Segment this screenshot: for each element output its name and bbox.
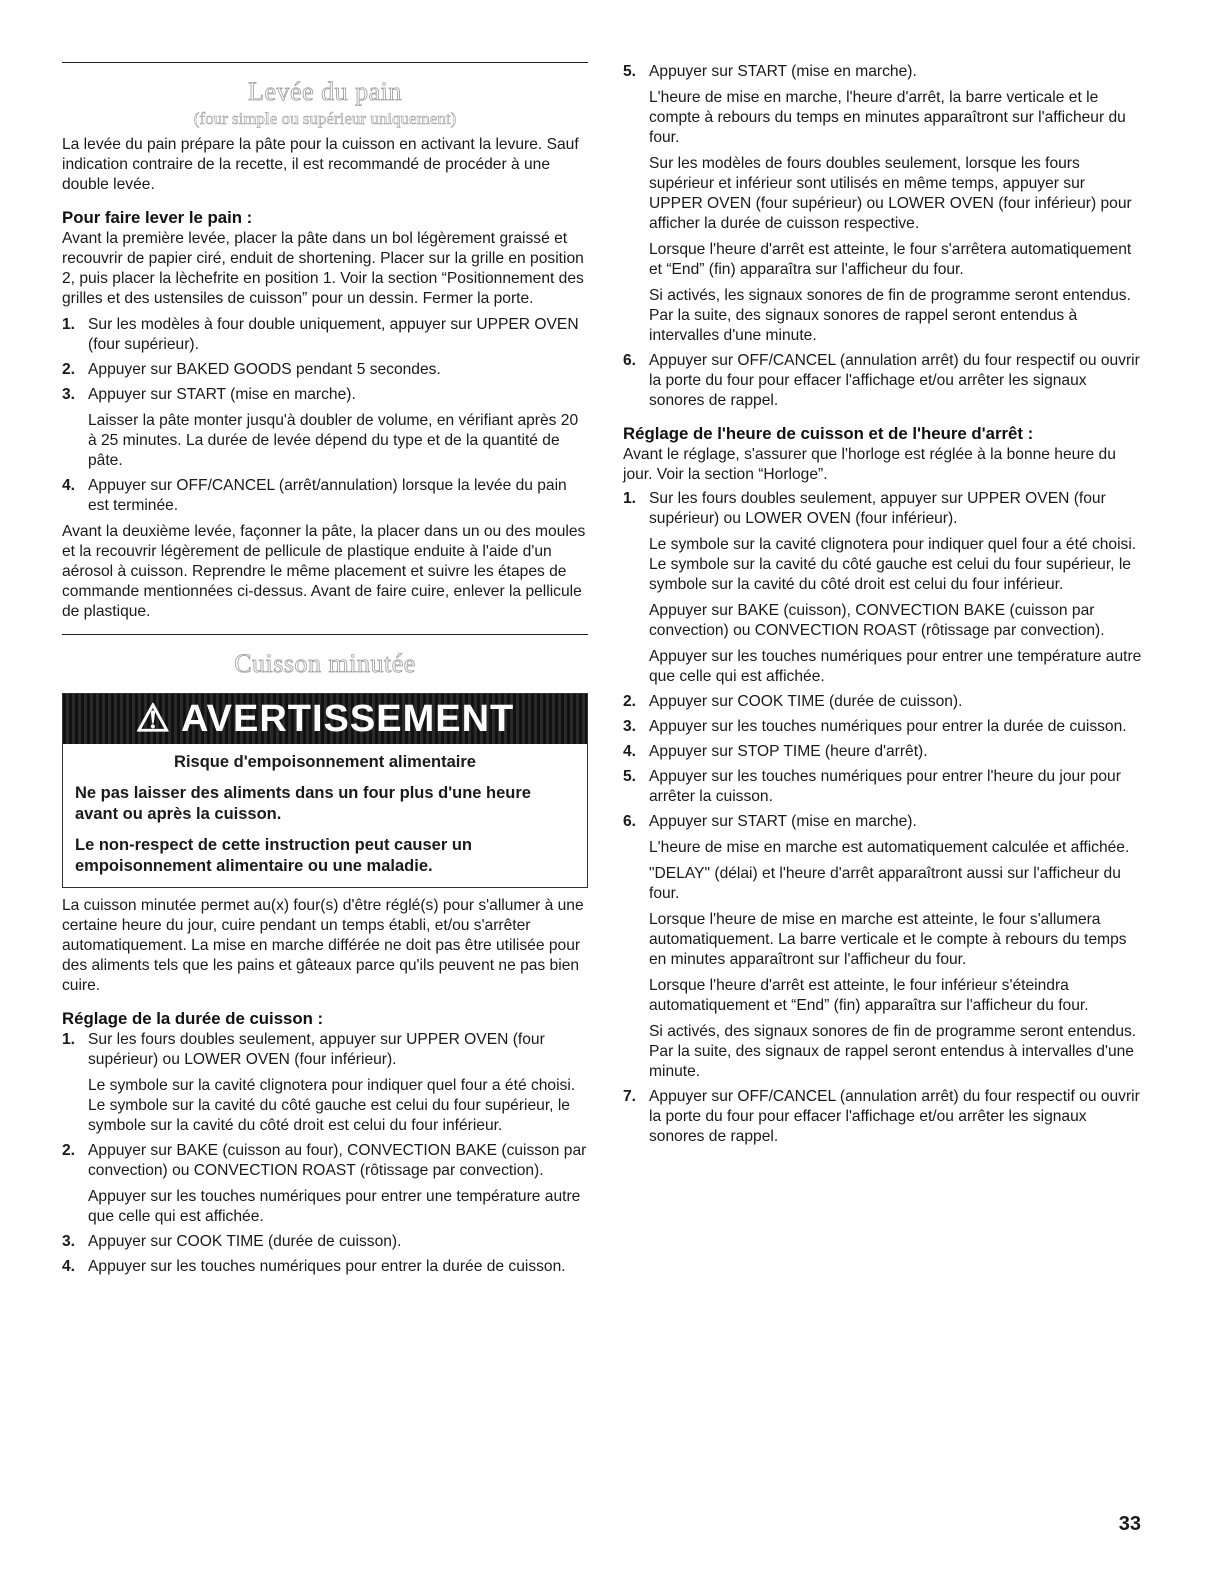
step-detail [623, 838, 1143, 858]
step-detail [623, 535, 1143, 595]
step-detail [623, 154, 1143, 234]
step-item [623, 62, 1143, 82]
step-number: 3. [62, 386, 76, 403]
step-text: Appuyer sur COOK TIME (durée de cuisson). [88, 1233, 402, 1250]
section-title-timed-cooking: Cuisson minutée [234, 649, 416, 678]
step-number: 5. [623, 63, 637, 80]
step-detail [62, 411, 588, 471]
step-number: 1. [62, 1031, 76, 1048]
section-divider [62, 62, 588, 63]
step-number: 5. [623, 768, 637, 785]
step-text: Appuyer sur OFF/CANCEL (arrêt/annulation) lorsque la levée du pain est terminée. [88, 477, 567, 514]
step-text: Appuyer sur les touches numériques pour entrer une température autre que celle qui est affichée. [649, 648, 1142, 685]
step-detail [623, 1022, 1143, 1082]
step-text: Appuyer sur BAKE (cuisson au four), CONVECTION BAKE (cuisson par convection) ou CONVECTION ROAST (rôtissage par convection). [88, 1142, 587, 1179]
step-number: 1. [62, 316, 76, 333]
step-item [623, 812, 1143, 832]
warning-consequence: Le non-respect de cette instruction peut causer un empoisonnement alimentaire ou une maladie. [75, 836, 472, 875]
step-text: Appuyer sur les touches numériques pour entrer une température autre que celle qui est affichée. [88, 1188, 581, 1225]
step-number: 6. [623, 352, 637, 369]
step-text: Sur les fours doubles seulement, appuyer sur UPPER OVEN (four supérieur) ou LOWER OVEN (four inférieur). [88, 1031, 545, 1068]
step-detail [623, 240, 1143, 280]
step-item [62, 1141, 588, 1181]
step-text: Sur les modèles à four double uniquement, appuyer sur UPPER OVEN (four supérieur). [88, 316, 579, 353]
step-text: Appuyer sur les touches numériques pour entrer l'heure du jour pour arrêter la cuisson. [649, 768, 1121, 805]
cook-time-steps-list [62, 1030, 588, 1277]
step-item [623, 692, 1143, 712]
step-item [623, 351, 1143, 411]
step-text: Appuyer sur BAKE (cuisson), CONVECTION BAKE (cuisson par convection) ou CONVECTION ROAST (rôtissage par convection). [649, 602, 1105, 639]
page-number: 33 [1118, 1513, 1141, 1535]
step-item [62, 476, 588, 516]
warning-hazard: Risque d'empoisonnement alimentaire [174, 753, 476, 771]
warning-banner [63, 694, 587, 744]
step-text: Lorsque l'heure d'arrêt est atteinte, le four inférieur s'éteindra automatiquement et “End” (fin) apparaîtra sur l'afficheur du four. [649, 977, 1089, 1014]
section-subtitle: (four simple ou supérieur uniquement) [193, 109, 457, 128]
warning-body [63, 744, 587, 887]
start-stop-steps-list [623, 489, 1143, 1147]
section-divider [62, 634, 588, 635]
proof-steps-list [62, 315, 588, 516]
heading-proof-bread: Pour faire lever le pain : [62, 208, 253, 227]
step-item [62, 315, 588, 355]
left-column [62, 62, 588, 1277]
step-detail [623, 976, 1143, 1016]
warning-instruction: Ne pas laisser des aliments dans un four plus d'une heure avant ou après la cuisson. [75, 784, 531, 823]
step-text: Lorsque l'heure de mise en marche est atteinte, le four s'allumera automatiquement. La barre verticale et le compte à rebours du temps en minutes apparaîtront sur l'afficheur du four. [649, 911, 1127, 968]
step-detail [62, 1076, 588, 1136]
section-title-bread-proofing: Levée du pain [248, 77, 402, 106]
step-number: 4. [62, 1258, 76, 1275]
step-item [623, 1087, 1143, 1147]
step-text: "DELAY" (délai) et l'heure d'arrêt apparaîtront aussi sur l'afficheur du four. [649, 865, 1121, 902]
step-text: Appuyer sur OFF/CANCEL (annulation arrêt) du four respectif ou ouvrir la porte du four pour effacer l'affichage et/ou arrêter les signaux sonores de rappel. [649, 1088, 1140, 1145]
step-detail [623, 910, 1143, 970]
heading-cook-time: Réglage de la durée de cuisson : [62, 1009, 324, 1028]
step-number: 4. [62, 477, 76, 494]
step-text: Appuyer sur STOP TIME (heure d'arrêt). [649, 743, 928, 760]
warning-box [62, 693, 588, 888]
step-item [62, 1030, 588, 1070]
step-detail [623, 647, 1143, 687]
step-text: Sur les modèles de fours doubles seulement, lorsque les fours supérieur et inférieur sont utilisés en même temps, appuyer sur UPPER OVEN (four supérieur) ou LOWER OVEN (four inférieur) pour afficher la durée de cuisson respective. [649, 155, 1132, 232]
heading-start-stop-time: Réglage de l'heure de cuisson et de l'heure d'arrêt : [623, 424, 1034, 443]
warning-triangle-icon: ⚠ [135, 698, 171, 740]
step-detail [623, 286, 1143, 346]
step-text: Laisser la pâte monter jusqu'à doubler de volume, en vérifiant après 20 à 25 minutes. La durée de levée dépend du type et de la quantité de pâte. [88, 412, 579, 469]
step-text: Si activés, des signaux sonores de fin de programme seront entendus. Par la suite, des signaux de rappel seront entendus à intervalles d'une minute. [649, 1023, 1137, 1080]
step-text: Appuyer sur START (mise en marche). [88, 386, 356, 403]
second-proof-paragraph: Avant la deuxième levée, façonner la pâte, la placer dans un ou des moules et la recouvrir légèrement de pellicule de plastique enduite à l'aide d'un aérosol à cuisson. Reprendre le même placement et suivre les étapes de commande mentionnées ci-dessus. Avant de faire cuire, enlever la pellicule de plastique. [62, 523, 586, 620]
step-number: 7. [623, 1088, 637, 1105]
cook-time-steps-continued [623, 62, 1143, 411]
step-number: 2. [623, 693, 637, 710]
step-item [623, 717, 1143, 737]
step-text: L'heure de mise en marche est automatiquement calculée et affichée. [649, 839, 1130, 856]
step-item [62, 360, 588, 380]
intro-paragraph: La levée du pain prépare la pâte pour la cuisson en activant la levure. Sauf indication contraire de la recette, il est recommandé de procéder à une double levée. [62, 136, 579, 193]
right-column [623, 62, 1143, 1147]
step-text: Appuyer sur BAKED GOODS pendant 5 secondes. [88, 361, 441, 378]
step-text: Appuyer sur START (mise en marche). [649, 813, 917, 830]
step-text: L'heure de mise en marche, l'heure d'arrêt, la barre verticale et le compte à rebours du temps en minutes apparaîtront sur l'afficheur du four. [649, 89, 1126, 146]
proof-paragraph: Avant la première levée, placer la pâte dans un bol légèrement graissé et recouvrir de papier ciré, enduit de shortening. Placer sur la grille en position 2, puis placer la lèchefrite en position 1. Voir la section “Positionnement des grilles et des ustensiles de cuisson” pour un dessin. Fermer la porte. [62, 230, 584, 307]
step-detail [62, 1187, 588, 1227]
step-number: 4. [623, 743, 637, 760]
step-text: Sur les fours doubles seulement, appuyer sur UPPER OVEN (four supérieur) ou LOWER OVEN (four inférieur). [649, 490, 1106, 527]
step-number: 3. [623, 718, 637, 735]
step-number: 1. [623, 490, 637, 507]
step-text: Appuyer sur les touches numériques pour entrer la durée de cuisson. [649, 718, 1127, 735]
step-item [623, 489, 1143, 529]
step-text: Appuyer sur START (mise en marche). [649, 63, 917, 80]
step-item [623, 767, 1143, 807]
step-item [62, 385, 588, 405]
step-text: Lorsque l'heure d'arrêt est atteinte, le four s'arrêtera automatiquement et “End” (fin) apparaîtra sur l'afficheur du four. [649, 241, 1132, 278]
step-item [62, 1257, 588, 1277]
step-detail [623, 601, 1143, 641]
step-text: Appuyer sur les touches numériques pour entrer la durée de cuisson. [88, 1258, 566, 1275]
step-text: Appuyer sur OFF/CANCEL (annulation arrêt) du four respectif ou ouvrir la porte du four pour effacer l'affichage et/ou arrêter les signaux sonores de rappel. [649, 352, 1140, 409]
step-number: 6. [623, 813, 637, 830]
step-item [62, 1232, 588, 1252]
step-text: Si activés, les signaux sonores de fin de programme seront entendus. Par la suite, des signaux sonores de rappel seront entendus à intervalles d'une minute. [649, 287, 1131, 344]
step-detail [623, 864, 1143, 904]
step-number: 2. [62, 1142, 76, 1159]
step-number: 3. [62, 1233, 76, 1250]
step-text: Le symbole sur la cavité clignotera pour indiquer quel four a été choisi. Le symbole sur la cavité du côté gauche est celui du four supérieur, le symbole sur la cavité du côté droit est celui du four inférieur. [649, 536, 1137, 593]
step-detail [623, 88, 1143, 148]
step-text: Appuyer sur COOK TIME (durée de cuisson). [649, 693, 963, 710]
step-text: Le symbole sur la cavité clignotera pour indiquer quel four a été choisi. Le symbole sur la cavité du côté gauche est celui du four supérieur, le symbole sur la cavité du côté droit est celui du four inférieur. [88, 1077, 576, 1134]
step-number: 2. [62, 361, 76, 378]
timed-cooking-paragraph: La cuisson minutée permet au(x) four(s) d'être réglé(s) pour s'allumer à une certaine heure du jour, cuire pendant un temps établi, et/ou s'arrêter automatiquement. La mise en marche différée ne doit pas être utilisée pour des aliments tels que les pains et gâteaux parce qu'ils peuvent ne pas bien cuire. [62, 897, 584, 994]
start-stop-intro: Avant le réglage, s'assurer que l'horloge est réglée à la bonne heure du jour. Voir la section “Horloge”. [623, 446, 1116, 483]
warning-banner-text: AVERTISSEMENT [181, 698, 515, 740]
step-item [623, 742, 1143, 762]
